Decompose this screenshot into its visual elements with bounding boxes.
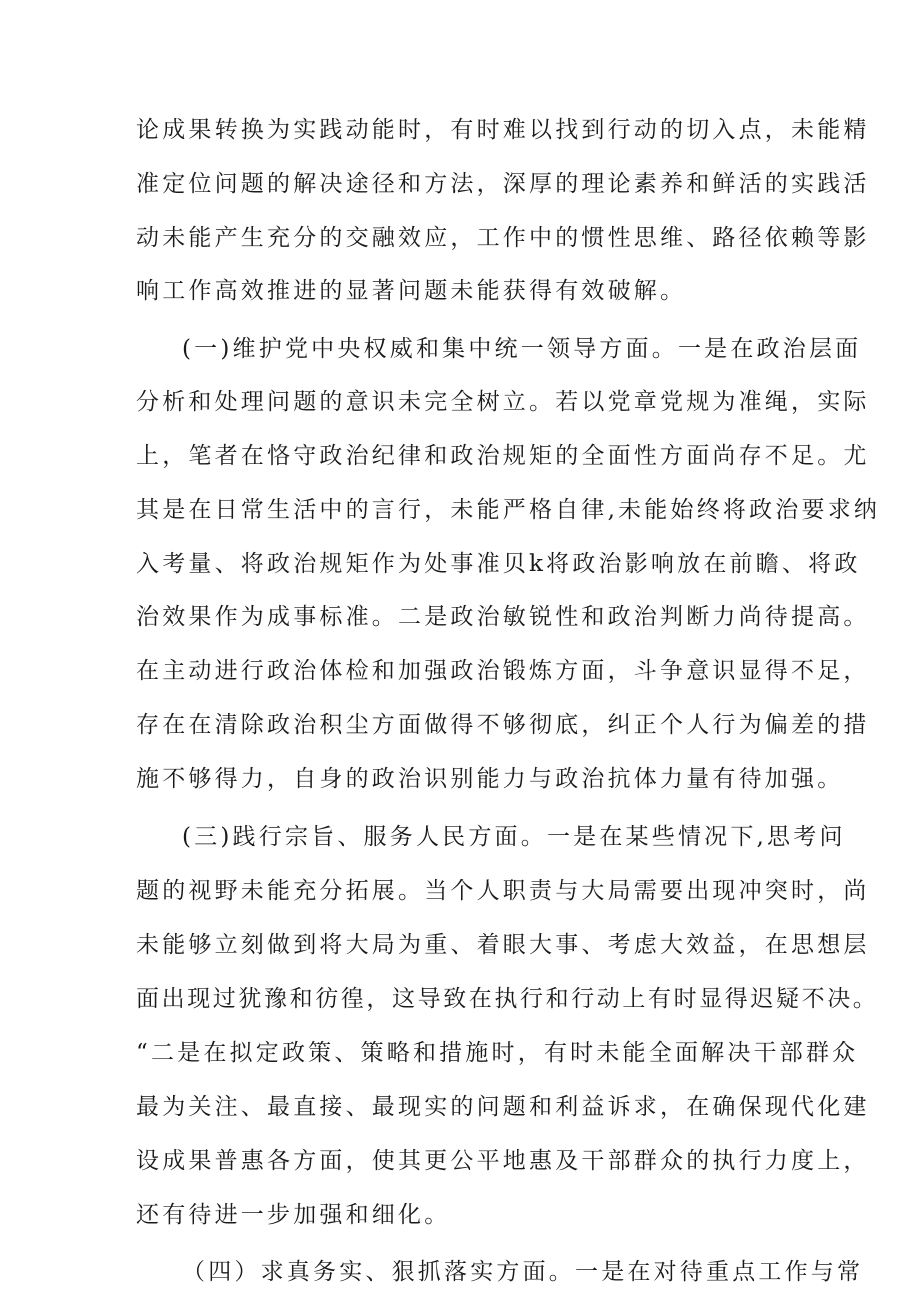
text-line: 在主动进行政治体检和加强政治锻炼方面，斗争意识显得不足， [136, 658, 870, 684]
section-heading-line: (三)践行宗旨、服务人民方面。一是在某些情况下,思考问 [182, 824, 846, 850]
text-line: 最为关注、最直接、最现实的问题和利益诉求，在确保现代化建 [136, 1094, 870, 1120]
text-line: 设成果普惠各方面，使其更公平地惠及干部群众的执行力度上， [136, 1148, 870, 1174]
text-line: 存在在清除政治积尘方面做得不够彻底，纠正个人行为偏差的措 [136, 712, 870, 738]
text-line: 论成果转换为实践动能时，有时难以找到行动的切入点，未能精 [136, 117, 870, 143]
section-heading-line: (一)维护党中央权威和集中统一领导方面。一是在政治层面 [182, 336, 862, 362]
text-line: 上，笔者在恪守政治纪律和政治规矩的全面性方面尚存不足。尤 [136, 443, 870, 469]
text-line: 治效果作为成事标准。二是政治敏锐性和政治判断力尚待提高。 [136, 604, 870, 630]
text-line: 面出现过犹豫和彷徨，这导致在执行和行动上有时显得迟疑不决。 [136, 986, 879, 1012]
section-heading-line: （四）求真务实、狠抓落实方面。一是在对待重点工作与常 [182, 1259, 864, 1285]
text-line: 准定位问题的解决途径和方法，深厚的理论素养和鲜活的实践活 [136, 171, 870, 197]
text-line: “二是在拟定政策、策略和措施时，有时未能全面解决干部群众 [136, 1040, 859, 1066]
text-line: 入考量、将政治规矩作为处事准贝k将政治影响放在前瞻、将政 [136, 551, 861, 577]
text-line: 施不够得力，自身的政治识别能力与政治抗体力量有待加强。 [136, 766, 844, 792]
text-line: 动未能产生充分的交融效应，工作中的惯性思维、路径依赖等影 [136, 225, 870, 251]
text-line: 响工作高效推进的显著问题未能获得有效破解。 [136, 278, 687, 304]
text-line: 题的视野未能充分拓展。当个人职责与大局需要出现冲突时，尚 [136, 878, 870, 904]
text-line: 其是在日常生活中的言行，未能严格自律,未能始终将政治要求纳 [136, 497, 881, 523]
text-line: 分析和处理问题的意识未完全树立。若以党章党规为准绳，实际 [136, 389, 870, 415]
text-line: 未能够立刻做到将大局为重、着眼大事、考虑大效益，在思想层 [136, 932, 870, 958]
text-line: 还有待进一步加强和细化。 [136, 1202, 451, 1228]
